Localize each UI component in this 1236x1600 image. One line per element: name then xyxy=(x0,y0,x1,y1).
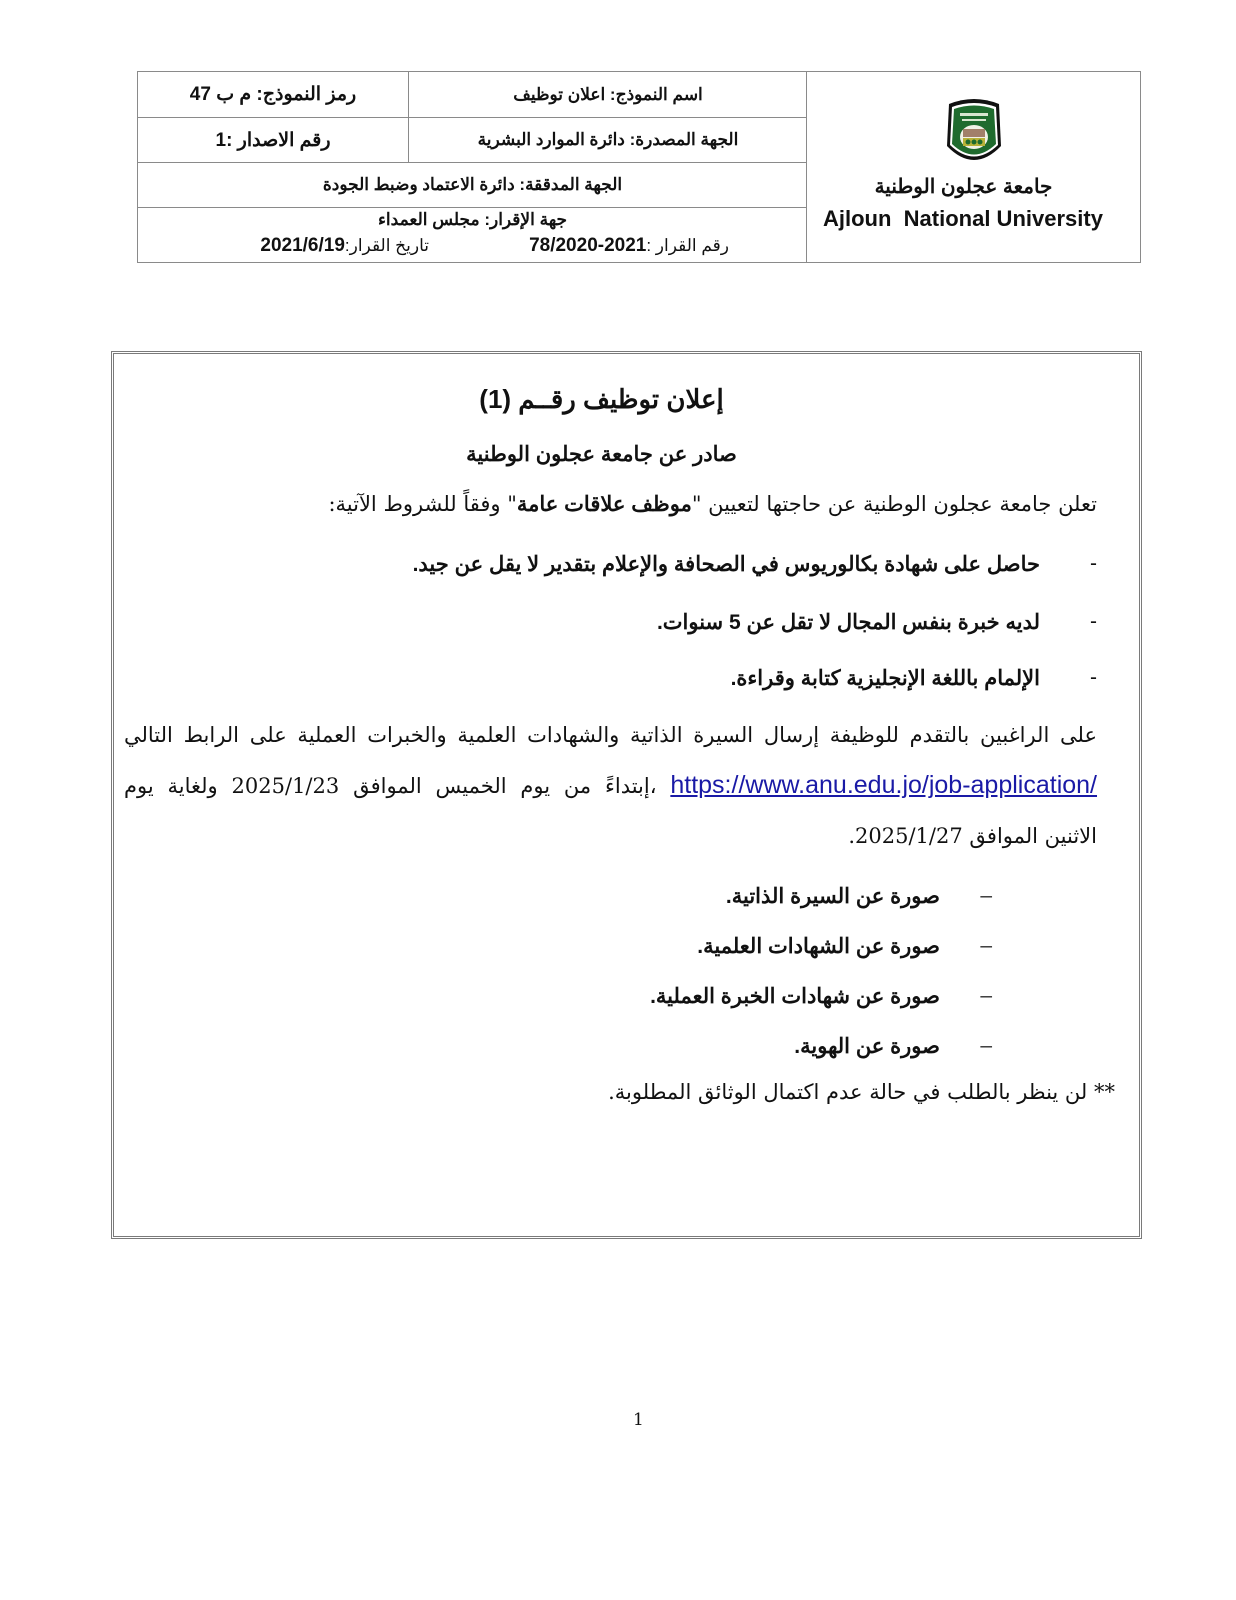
university-name-english: Ajloun National University xyxy=(823,206,1103,231)
requirement-text: حاصل على شهادة بكالوريوس في الصحافة والإعلام بتقدير لا يقل عن جيد. xyxy=(412,553,1040,576)
document-item xyxy=(726,884,992,909)
document-text: صورة عن الهوية. xyxy=(794,1035,940,1058)
position-title: موظف علاقات عامة xyxy=(516,493,692,516)
decision-number: 78/2020-2021 xyxy=(529,235,647,256)
announcement-content xyxy=(114,354,1139,1236)
document-text: صورة عن الشهادات العلمية. xyxy=(697,935,940,958)
bullet-dash: – xyxy=(980,1034,992,1057)
announcement-frame xyxy=(111,351,1142,1239)
requirement-item xyxy=(413,552,1097,577)
decision-number-group xyxy=(529,235,729,257)
auditor: الجهة المدققة: دائرة الاعتماد وضبط الجودة xyxy=(322,175,623,194)
bullet-dash: – xyxy=(980,884,992,907)
document-text: صورة عن السيرة الذاتية. xyxy=(725,885,940,908)
header-row-3 xyxy=(138,163,807,208)
university-name-arabic: جامعة عجلون الوطنية xyxy=(874,176,1053,198)
announcement-title: إعلان توظيف رقــم (1) xyxy=(479,384,724,414)
requirement-text: الإلمام باللغة الإنجليزية كتابة وقراءة. xyxy=(730,667,1040,690)
issuer: الجهة المصدرة: دائرة الموارد البشرية xyxy=(477,130,739,149)
decision-date-group xyxy=(260,235,429,257)
bullet-dash: – xyxy=(980,934,992,957)
apply-text-2: ،إبتداءً من يوم الخميس الموافق 2025/1/23 ولغاية يوم الاثنين الموافق 2025/1/27. xyxy=(124,774,1097,848)
intro-before: تعلن جامعة عجلون الوطنية عن حاجتها لتعيين " xyxy=(691,492,1097,516)
form-code: رمز النموذج: م ب 47 xyxy=(138,72,409,117)
university-logo-cell xyxy=(806,72,1140,262)
application-instructions xyxy=(124,710,1097,861)
bullet-dash: – xyxy=(980,984,992,1007)
requirement-text: لديه خبرة بنفس المجال لا تقل عن 5 سنوات. xyxy=(656,611,1040,634)
header-row-2 xyxy=(138,118,807,163)
bullet-dash: - xyxy=(1090,610,1097,633)
document-text: صورة عن شهادات الخبرة العملية. xyxy=(650,985,940,1008)
bullet-dash: - xyxy=(1090,666,1097,689)
form-name: اسم النموذج: اعلان توظيف xyxy=(513,84,703,104)
bullet-dash: - xyxy=(1090,552,1097,575)
approver: جهة الإقرار: مجلس العمداء xyxy=(377,210,568,229)
document-item xyxy=(794,1034,992,1059)
decision-date: 2021/6/19 xyxy=(260,235,345,256)
decision-number-label: رقم القرار : xyxy=(646,236,729,255)
apply-text-1: على الراغبين بالتقدم للوظيفة إرسال السيرة الذاتية والشهادات العلمية والخبرات العملية على الرابط التالي xyxy=(124,723,1097,747)
announcement-intro xyxy=(328,492,1097,517)
decision-date-label: تاريخ القرار: xyxy=(344,236,429,255)
header-row-1 xyxy=(138,72,807,118)
page-number: 1 xyxy=(633,1410,644,1430)
intro-after: " وفقاً للشروط الآتية: xyxy=(328,492,517,516)
university-crest-logo xyxy=(943,96,1005,170)
requirement-item xyxy=(657,610,1097,635)
header-row-4 xyxy=(138,208,807,262)
version-number: رقم الاصدار :1 xyxy=(138,118,409,162)
job-application-link[interactable]: https://www.anu.edu.jo/job-application/ xyxy=(670,771,1098,799)
incomplete-documents-note: ** لن ينظر بالطلب في حالة عدم اكتمال الوثائق المطلوبة. xyxy=(608,1080,1115,1104)
requirement-item xyxy=(731,666,1097,691)
document-item xyxy=(650,984,992,1009)
form-header-table xyxy=(137,71,1141,263)
document-item xyxy=(697,934,992,959)
announcement-subtitle: صادر عن جامعة عجلون الوطنية xyxy=(466,443,737,466)
